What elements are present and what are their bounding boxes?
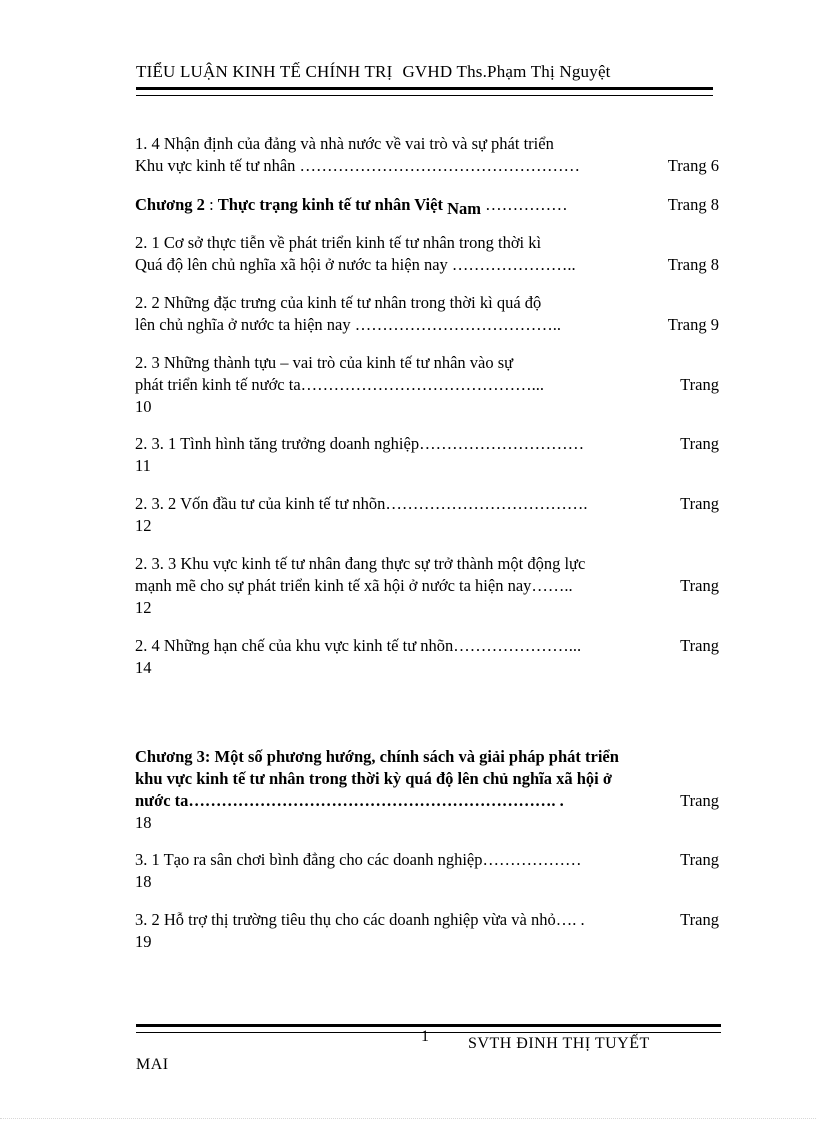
- toc-page-ref: Trang: [680, 850, 719, 869]
- toc-entry-leader-row: [135, 790, 719, 812]
- running-header: [136, 62, 716, 82]
- toc-page-ref: Trang 9: [667, 315, 719, 334]
- toc-entry-chapter-2: [135, 194, 719, 216]
- toc-page-ref: Trang 6: [667, 156, 719, 175]
- toc-entry-leader-row: [135, 575, 719, 597]
- toc-entry-text: Khu vực kinh tế tư nhân ……………………………………………: [135, 156, 581, 175]
- toc-entry-text: 2. 3. 1 Tình hình tăng trưởng doanh nghiệp…………………………: [135, 434, 585, 453]
- toc-entry-3-1: [135, 849, 719, 893]
- toc-entry-text: lên chủ nghĩa ở nước ta hiện nay ………………………………..: [135, 315, 561, 334]
- toc-entry-chapter-3: [135, 746, 719, 834]
- footer-author-continued: MAI: [136, 1056, 169, 1073]
- toc-entry-2-2: [135, 292, 719, 336]
- chapter-title: khu vực kinh tế tư nhân trong thời kỳ quá độ lên chủ nghĩa xã hội ở: [135, 769, 613, 788]
- toc-entry-text: phát triển kinh tế nước ta……………………………………...: [135, 375, 545, 394]
- toc-page-ref: Trang 8: [667, 195, 719, 214]
- header-instructor: GVHD Ths.Phạm Thị Nguyệt: [402, 62, 611, 81]
- toc-entry-2-3-2: [135, 493, 719, 537]
- footer-author: SVTH ĐINH THỊ TUYẾT: [468, 1035, 650, 1052]
- toc-page-ref: Trang: [680, 494, 719, 513]
- toc-entry-text: 2. 3. 3 Khu vực kinh tế tư nhân đang thực sự trở thành một động lực: [135, 554, 586, 573]
- toc-entry-leader-row: [135, 194, 719, 216]
- chapter-title: Chương 3: Một số phương hướng, chính sách và giải pháp phát triển: [135, 747, 619, 766]
- page-edge-divider: [0, 1118, 816, 1119]
- toc-entry-leader-row: [135, 849, 719, 871]
- toc-page-number: 18: [135, 813, 152, 832]
- toc-entry-leader-row: [135, 155, 719, 177]
- toc-entry-2-4: [135, 635, 719, 679]
- chapter-label: Chương 2: [135, 195, 205, 214]
- toc-page-number: 18: [135, 872, 152, 891]
- toc-leader-dots: ……………: [481, 195, 568, 214]
- chapter-title: nước ta…………………………………………………………. .: [135, 791, 564, 810]
- chapter-title: Thực trạng kinh tế tư nhân Việt: [217, 195, 448, 214]
- toc-entry-leader-row: [135, 374, 719, 396]
- toc-entry-text: 1. 4 Nhận định của đảng và nhà nước về vai trò và sự phát triển: [135, 134, 554, 153]
- toc-entry-leader-row: [135, 433, 719, 455]
- toc-page-ref: Trang: [680, 636, 719, 655]
- toc-page-ref: Trang: [680, 576, 719, 595]
- toc-entry-text: 2. 1 Cơ sở thực tiễn về phát triển kinh tế tư nhân trong thời kì: [135, 233, 542, 252]
- toc-page-ref: Trang: [680, 375, 719, 394]
- chapter-colon: :: [204, 195, 218, 214]
- toc-entry-2-3-1: [135, 433, 719, 477]
- header-title: TIỂU LUẬN KINH TẾ CHÍNH TRỊ: [136, 62, 393, 81]
- toc-entry-2-3: [135, 352, 719, 418]
- toc-page-ref: Trang: [680, 910, 719, 929]
- toc-page-number: 19: [135, 932, 152, 951]
- page-number: 1: [421, 1028, 429, 1045]
- toc-entry-leader-row: [135, 635, 719, 657]
- toc-page-ref: Trang 8: [667, 255, 719, 274]
- toc-entry-text: mạnh mẽ cho sự phát triển kinh tế xã hội ở nước ta hiện nay……..: [135, 576, 573, 595]
- toc-page-number: 12: [135, 516, 152, 535]
- toc-entry-2-1: [135, 232, 719, 276]
- toc-entry-leader-row: [135, 314, 719, 336]
- toc-entry-text: 2. 3 Những thành tựu – vai trò của kinh tế tư nhân vào sự: [135, 353, 514, 372]
- toc-entry-leader-row: [135, 909, 719, 931]
- chapter-title-tail: Nam: [447, 199, 481, 216]
- toc-entry-text: 3. 1 Tạo ra sân chơi bình đẳng cho các doanh nghiệp………………: [135, 850, 582, 869]
- toc-entry-text: 2. 4 Những hạn chế của khu vực kinh tế tư nhõn…………………...: [135, 636, 582, 655]
- toc-page-number: 14: [135, 658, 152, 677]
- toc-page-ref: Trang: [680, 791, 719, 810]
- toc-entry-leader-row: [135, 493, 719, 515]
- toc-page-number: 11: [135, 456, 151, 475]
- toc-page-number: 10: [135, 397, 152, 416]
- toc-entry-text: 2. 3. 2 Vốn đầu tư của kinh tế tư nhõn……………………………….: [135, 494, 588, 513]
- toc-entry-2-3-3: [135, 553, 719, 619]
- toc-entry-text: Quá độ lên chủ nghĩa xã hội ở nước ta hiện nay …………………..: [135, 255, 576, 274]
- toc-entry-1-4: [135, 133, 719, 177]
- toc-entry-leader-row: [135, 254, 719, 276]
- toc-page-ref: Trang: [680, 434, 719, 453]
- toc-page-number: 12: [135, 598, 152, 617]
- toc-entry-text: 3. 2 Hỗ trợ thị trường tiêu thụ cho các doanh nghiệp vừa và nhỏ…. .: [135, 910, 585, 929]
- toc-entry-text: 2. 2 Những đặc trưng của kinh tế tư nhân trong thời kì quá độ: [135, 293, 542, 312]
- toc-entry-3-2: [135, 909, 719, 953]
- header-rule: [136, 87, 713, 96]
